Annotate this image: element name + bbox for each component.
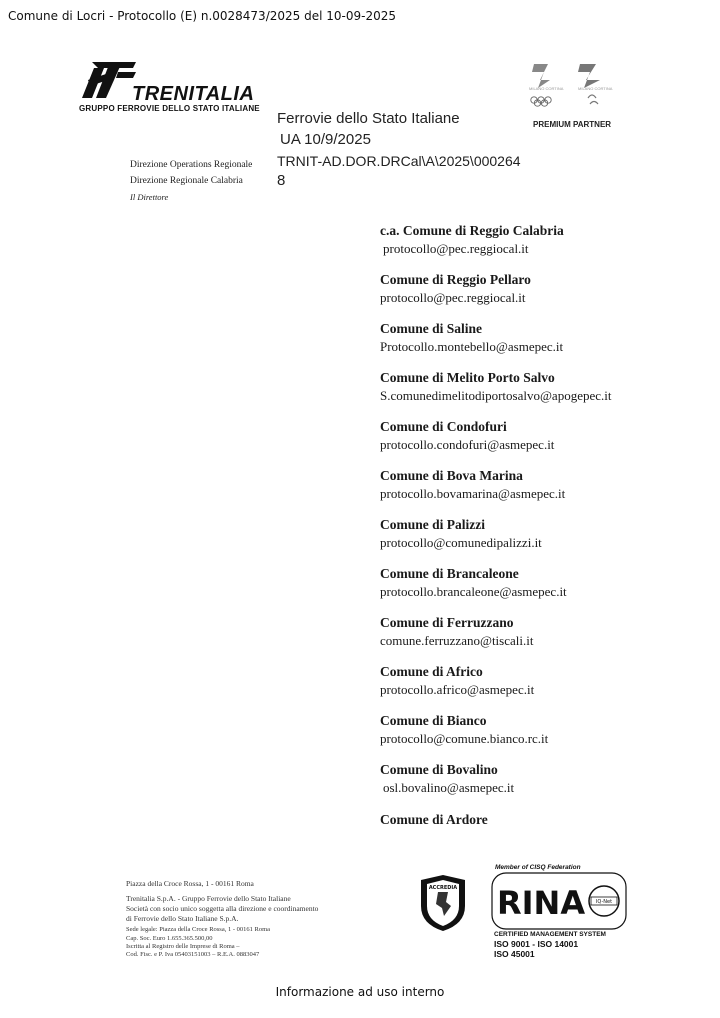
accredia-text: ACCREDIA bbox=[428, 885, 458, 891]
direction-line-3: Il Direttore bbox=[130, 192, 169, 202]
protocol-stamp: Comune di Locri - Protocollo (E) n.0028473/2025 del 10-09-2025 bbox=[8, 9, 396, 23]
accredia-seal-icon bbox=[418, 874, 468, 932]
direction-line-2: Direzione Regionale Calabria bbox=[130, 176, 243, 186]
brand-name: TRENITALIA bbox=[132, 83, 255, 105]
footer-legal-2: Cap. Soc. Euro 1.655.365.500,00 bbox=[126, 935, 213, 942]
iso-line-2: ISO 45001 bbox=[494, 949, 535, 959]
recipient-block bbox=[380, 418, 710, 454]
footer-company-1: Trenitalia S.p.A. - Gruppo Ferrovie dello Stato Italiane bbox=[126, 894, 291, 903]
partner-label: PREMIUM PARTNER bbox=[533, 120, 612, 129]
recipient-block bbox=[380, 811, 710, 829]
recipient-name: Comune di Brancaleone bbox=[380, 566, 519, 581]
recipient-name: Comune di Ferruzzano bbox=[380, 615, 514, 630]
footer-legal-1: Sede legale: Piazza della Croce Rossa, 1 - 00161 Roma bbox=[126, 926, 271, 933]
recipient-name: Comune di Bianco bbox=[380, 713, 487, 728]
recipient-name: Comune di Melito Porto Salvo bbox=[380, 370, 555, 385]
footer-legal-3: Iscritta al Registro delle Imprese di Roma – bbox=[126, 943, 240, 950]
recipient-email: protocollo@pec.reggiocal.it bbox=[380, 290, 526, 305]
rina-text: RINA bbox=[497, 884, 586, 922]
protocol-line-4: 8 bbox=[277, 172, 286, 189]
recipient-email: protocollo.brancaleone@asmepec.it bbox=[380, 584, 567, 599]
recipient-name: Comune di Bovalino bbox=[380, 762, 498, 777]
iso-line-1: ISO 9001 - ISO 14001 bbox=[494, 939, 579, 949]
svg-text:IQ-Net: IQ-Net bbox=[595, 899, 613, 905]
recipient-block bbox=[380, 565, 710, 601]
rina-logo-icon bbox=[491, 872, 627, 930]
footer-company-3: di Ferrovie dello Stato Italiane S.p.A. bbox=[126, 914, 239, 923]
footer-address: Piazza della Croce Rossa, 1 - 00161 Roma bbox=[126, 879, 254, 888]
footer-legal-4: Cod. Fisc. e P. Iva 05403151003 – R.E.A. 0883047 bbox=[126, 951, 260, 958]
recipient-name: Comune di Saline bbox=[380, 321, 483, 336]
recipient-email: protocollo.africo@asmepec.it bbox=[380, 682, 535, 697]
recipient-name: Comune di Reggio Pellaro bbox=[380, 272, 531, 287]
recipient-name: Comune di Africo bbox=[380, 664, 483, 679]
recipient-name: c.a. Comune di Reggio Calabria bbox=[380, 223, 564, 238]
protocol-line-1: Ferrovie dello Stato Italiane bbox=[277, 110, 460, 127]
recipient-email: protocollo.bovamarina@asmepec.it bbox=[380, 486, 566, 501]
recipient-name: Comune di Condofuri bbox=[380, 419, 507, 434]
direction-line-1: Direzione Operations Regionale bbox=[130, 160, 253, 170]
recipient-email: Protocollo.montebello@asmepec.it bbox=[380, 339, 564, 354]
recipient-email: protocollo@pec.reggiocal.it bbox=[383, 241, 529, 256]
recipient-email: osl.bovalino@asmepec.it bbox=[383, 780, 515, 795]
recipient-block bbox=[380, 369, 710, 405]
recipient-block bbox=[380, 614, 710, 650]
svg-text:MILANO CORTINA: MILANO CORTINA bbox=[578, 86, 613, 91]
recipient-email: protocollo.condofuri@asmepec.it bbox=[380, 437, 555, 452]
recipient-name: Comune di Bova Marina bbox=[380, 468, 523, 483]
recipient-email: protocollo@comune.bianco.rc.it bbox=[380, 731, 549, 746]
recipient-block bbox=[380, 516, 710, 552]
recipient-block bbox=[380, 320, 710, 356]
recipient-name: Comune di Palizzi bbox=[380, 517, 485, 532]
recipient-block bbox=[380, 663, 710, 699]
protocol-line-2: UA 10/9/2025 bbox=[280, 131, 371, 148]
protocol-line-3: TRNIT-AD.DOR.DRCal\A\2025\000264 bbox=[277, 153, 521, 169]
cms-label: CERTIFIED MANAGEMENT SYSTEM bbox=[494, 931, 606, 938]
footer-company-2: Società con socio unico soggetta alla direzione e coordinamento bbox=[126, 904, 319, 913]
recipient-email: comune.ferruzzano@tiscali.it bbox=[380, 633, 534, 648]
recipient-block bbox=[380, 467, 710, 503]
recipient-email: S.comunedimelitodiportosalvo@apogepec.it bbox=[380, 388, 612, 403]
cisq-label: Member of CISQ Federation bbox=[495, 864, 581, 871]
recipient-block bbox=[380, 271, 710, 307]
recipient-block bbox=[380, 222, 710, 258]
recipient-block bbox=[380, 761, 710, 797]
recipient-email: protocollo@comunedipalizzi.it bbox=[380, 535, 542, 550]
recipient-name: Comune di Ardore bbox=[380, 812, 488, 827]
recipient-block bbox=[380, 712, 710, 748]
brand-subtitle: GRUPPO FERROVIE DELLO STATO ITALIANE bbox=[79, 104, 260, 113]
internal-use-label: Informazione ad uso interno bbox=[275, 985, 445, 999]
svg-text:MILANO CORTINA: MILANO CORTINA bbox=[529, 86, 564, 91]
